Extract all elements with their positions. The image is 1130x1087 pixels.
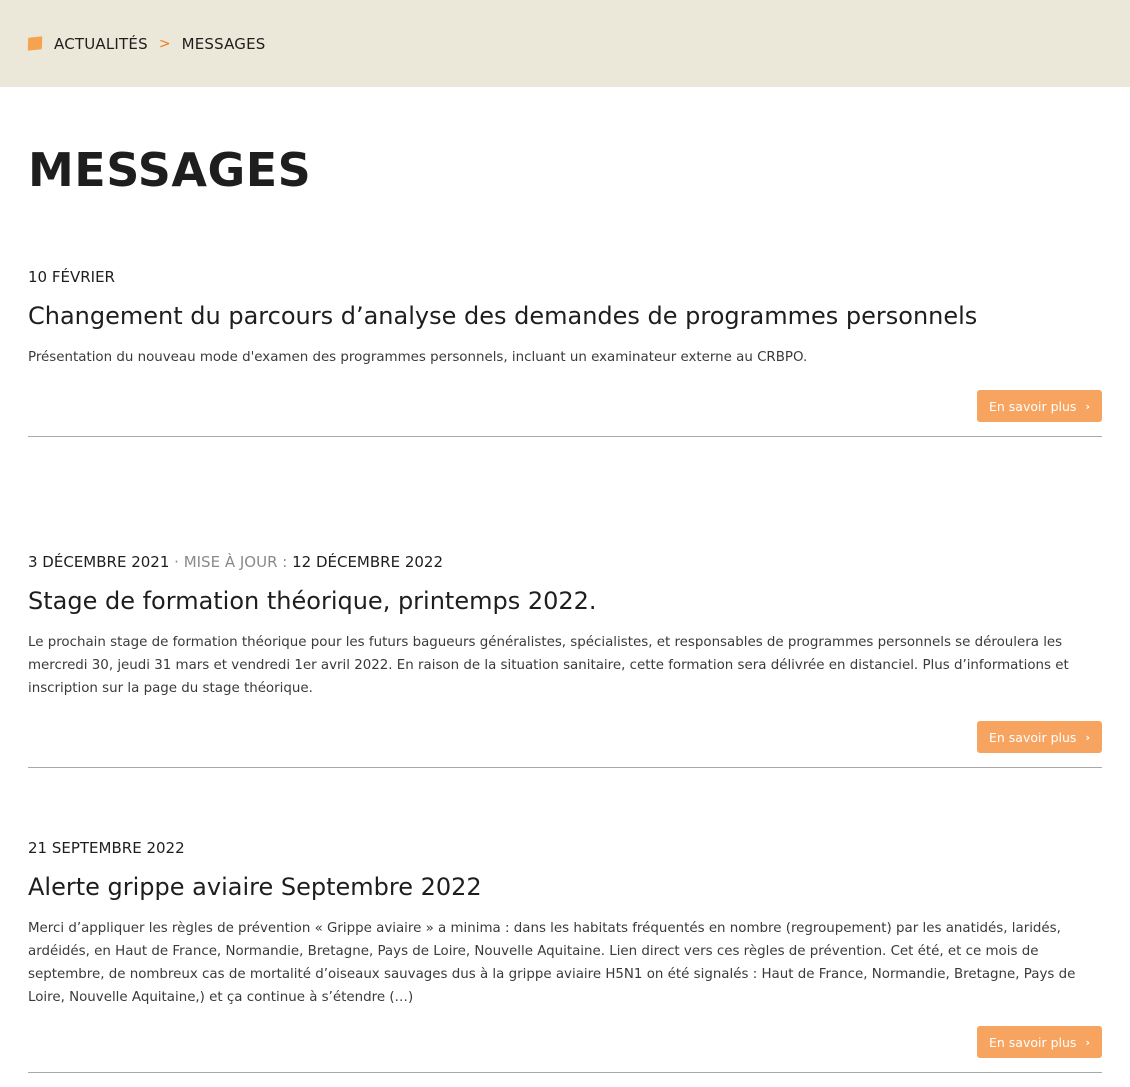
article-card [28,551,1102,768]
read-more-label: En savoir plus [989,1034,1077,1050]
article-description: Présentation du nouveau mode d'examen des programmes personnels, incluant un examinateur externe au CRBPO. [28,350,808,365]
update-label: · MISE À JOUR : [174,553,288,571]
article-title[interactable]: Alerte grippe aviaire Septembre 2022 [28,873,482,901]
breadcrumb [0,0,1130,87]
article-title[interactable]: Stage de formation théorique, printemps 2022. [28,587,597,615]
tag-icon [28,36,43,50]
breadcrumb-item-actualites[interactable]: ACTUALITÉS [54,34,148,53]
chevron-right-icon: › [1085,730,1090,744]
page-title: MESSAGES [28,143,312,197]
read-more-button[interactable] [977,390,1102,422]
breadcrumb-item-messages: MESSAGES [181,34,266,53]
article-date: 10 FÉVRIER [28,268,115,286]
article-date: 3 DÉCEMBRE 2021 [28,553,170,571]
read-more-button[interactable] [977,721,1102,753]
article-card [28,837,1102,1073]
article-meta [28,551,1102,571]
article-description: Merci d’appliquer les règles de prévention « Grippe aviaire » a minima : dans les habitats fréquentés en nombre (regroupement) par les anatidés, laridés, ardéidés, en Haut de France, Normandie, Bretagne, Pays de Loire, Nouvelle Aquitaine. Lien direct vers ces règles de prévention. Cet été, et ce mois de septembre, de nombreux cas de mortalité d’oiseaux sauvages dus à la grippe aviaire H5N1 on été signalés : Haut de France, Normandie, Bretagne, Pays de Loire, Nouvelle Aquitaine,) et ça continue à s’étendre (…) [28,921,1076,1005]
read-more-button[interactable] [977,1026,1102,1058]
chevron-right-icon: › [1085,399,1090,413]
update-date: 12 DÉCEMBRE 2022 [292,553,444,571]
read-more-label: En savoir plus [989,729,1077,745]
article-date: 21 SEPTEMBRE 2022 [28,839,185,857]
article-description: Le prochain stage de formation théorique pour les futurs bagueurs généralistes, spécialistes, et responsables de programmes personnels se déroulera les mercredi 30, jeudi 31 mars et vendredi 1er avril 2022. En raison de la situation sanitaire, cette formation sera délivrée en distanciel. Plus d’informations et inscription sur la page du stage théorique. [28,635,1069,696]
chevron-right-icon: › [1085,1035,1090,1049]
read-more-label: En savoir plus [989,398,1077,414]
article-title[interactable]: Changement du parcours d’analyse des demandes de programmes personnels [28,302,978,330]
article-card [28,266,1102,437]
main-content [0,143,1130,1073]
breadcrumb-separator: > [158,35,171,52]
